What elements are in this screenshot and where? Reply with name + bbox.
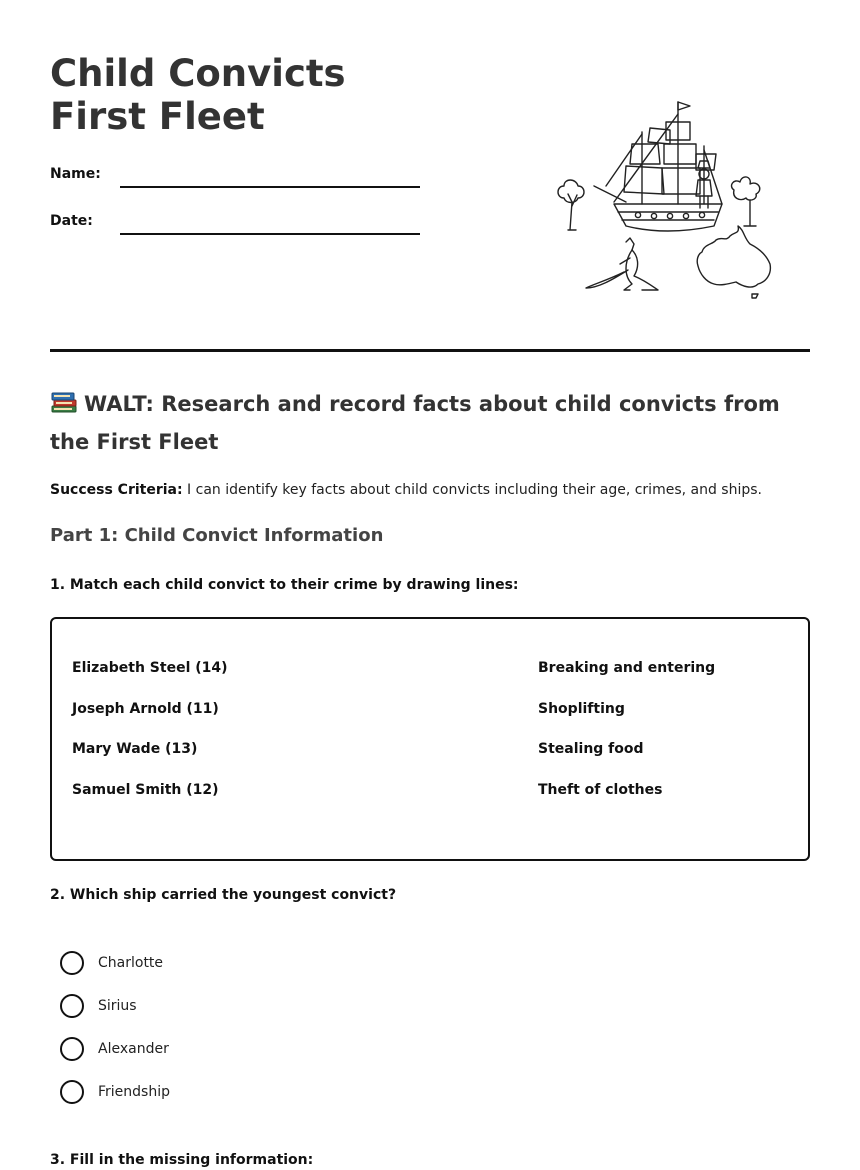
convict-item[interactable]: Samuel Smith (12) — [72, 782, 219, 798]
radio-button[interactable] — [60, 951, 84, 975]
tree-right-icon — [732, 177, 760, 226]
option-alexander[interactable] — [60, 1037, 360, 1063]
crime-item[interactable]: Theft of clothes — [538, 782, 663, 798]
option-label: Charlotte — [98, 955, 164, 971]
radio-button[interactable] — [60, 1080, 84, 1104]
option-sirius[interactable] — [60, 994, 360, 1020]
page-title: Child Convicts First Fleet — [50, 52, 346, 138]
books-icon — [50, 390, 78, 414]
name-write-line[interactable] — [120, 186, 420, 188]
question-2: 2. Which ship carried the youngest convict? — [50, 887, 397, 903]
radio-button[interactable] — [60, 994, 84, 1018]
success-criteria-text: I can identify key facts about child convicts including their age, crimes, and ships. — [182, 482, 762, 498]
option-label: Sirius — [98, 998, 137, 1014]
kangaroo-icon — [586, 238, 658, 290]
part1-heading: Part 1: Child Convict Information — [50, 525, 384, 546]
ship-icon — [594, 102, 722, 231]
name-field — [50, 166, 420, 190]
australia-map-icon — [697, 226, 770, 298]
first-fleet-ship-icon — [554, 94, 780, 300]
question-1: 1. Match each child convict to their crime by drawing lines: — [50, 577, 519, 593]
header-divider — [50, 349, 810, 352]
matching-box[interactable] — [50, 617, 810, 861]
walt-heading — [50, 385, 810, 461]
success-criteria-label: Success Criteria: — [50, 482, 183, 498]
option-charlotte[interactable] — [60, 951, 360, 977]
name-label: Name: — [50, 166, 101, 182]
date-label: Date: — [50, 213, 93, 229]
crime-item[interactable]: Shoplifting — [538, 701, 625, 717]
crime-item[interactable]: Breaking and entering — [538, 660, 716, 676]
option-label: Friendship — [98, 1084, 170, 1100]
tree-left-icon — [558, 180, 584, 230]
success-criteria — [50, 480, 810, 500]
convict-item[interactable]: Mary Wade (13) — [72, 741, 198, 757]
convict-item[interactable]: Joseph Arnold (11) — [72, 701, 219, 717]
option-friendship[interactable] — [60, 1080, 360, 1106]
convict-item[interactable]: Elizabeth Steel (14) — [72, 660, 228, 676]
walt-text: WALT: Research and record facts about child convicts from the First Fleet — [50, 392, 780, 454]
option-label: Alexander — [98, 1041, 169, 1057]
date-field — [50, 213, 420, 237]
date-write-line[interactable] — [120, 233, 420, 235]
question-3: 3. Fill in the missing information: — [50, 1152, 314, 1168]
radio-button[interactable] — [60, 1037, 84, 1061]
crime-item[interactable]: Stealing food — [538, 741, 644, 757]
